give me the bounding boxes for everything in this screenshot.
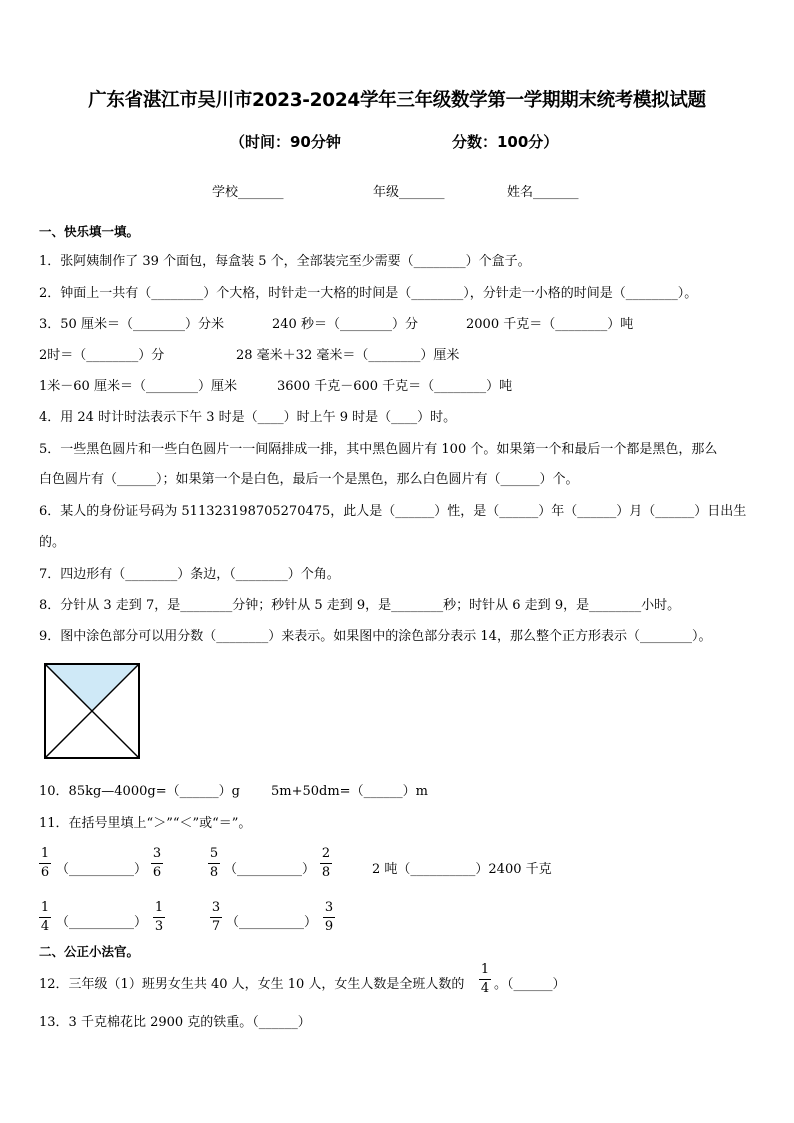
fraction-numerator: 3 [211, 900, 221, 915]
page-title: 广东省湛江市吴川市2023-2024学年三年级数学第一学期期末统考模拟试题 [88, 90, 706, 111]
exam-time: （时间：90分钟 [230, 133, 341, 151]
fraction-bar [320, 863, 332, 864]
fraction-1-3 [153, 900, 165, 935]
fraction-denominator: 6 [40, 865, 50, 880]
question-7: 7．四边形有（________）条边，（________）个角。 [39, 567, 340, 582]
question-6-line-2: 的。 [39, 535, 66, 550]
compare-blank: （__________） [226, 915, 318, 930]
question-12: 12．三年级（1）班男女生共 40 人，女生 10 人，女生人数是全班人数的 [39, 977, 465, 992]
shaded-triangle [45, 664, 139, 711]
question-11: 11．在括号里填上“＞”“＜”或“＝”。 [39, 816, 252, 831]
fraction-3-6 [151, 846, 163, 881]
compare-blank: （__________） [56, 862, 148, 877]
question-3-part-g: 3600 千克－600 千克＝（________）吨 [277, 379, 513, 394]
fraction-denominator: 3 [154, 919, 164, 934]
question-13: 13．3 千克棉花比 2900 克的铁重。（______） [39, 1015, 311, 1030]
fraction-numerator: 1 [154, 900, 164, 915]
name-field: 姓名_______ [507, 185, 579, 200]
compare-blank: （__________） [224, 862, 316, 877]
fraction-1-4 [39, 900, 51, 935]
fraction-denominator: 8 [209, 865, 219, 880]
question-3-part-c: 2000 千克＝（________）吨 [466, 317, 634, 332]
fraction-bar [479, 979, 491, 980]
fraction-3-7 [210, 900, 222, 935]
question-6-line-1: 6．某人的身份证号码为 511323198705270475，此人是（______）性，是（______）年（______）月（______）日出生 [39, 504, 747, 519]
fraction-bar [39, 917, 51, 918]
question-5-line-1: 5．一些黑色圆片和一些白色圆片一一间隔排成一排，其中黑色圆片有 100 个。如果第一个和最后一个都是黑色，那么 [39, 442, 718, 457]
fraction-bar [323, 917, 335, 918]
question-3-part-f: 1米－60 厘米＝（________）厘米 [39, 379, 237, 394]
fraction-bar [39, 863, 51, 864]
question-1: 1．张阿姨制作了 39 个面包，每盒装 5 个，全部装完至少需要（________）个盒子。 [39, 254, 531, 269]
fraction-denominator: 4 [480, 981, 490, 996]
question-12-answer: 。（______） [494, 977, 566, 992]
fraction-denominator: 9 [324, 919, 334, 934]
fraction-numerator: 2 [321, 846, 331, 861]
question-3-part-d: 2时＝（________）分 [39, 348, 165, 363]
question-10-part-b: 5m+50dm=（______）m [271, 784, 428, 799]
fraction-5-8 [208, 846, 220, 881]
question-8: 8．分针从 3 走到 7，是________分钟；秒针从 5 走到 9，是________秒；时针从 6 走到 9，是________小时。 [39, 598, 681, 613]
fraction-bar [210, 917, 222, 918]
fraction-numerator: 1 [40, 900, 50, 915]
fraction-denominator: 4 [40, 919, 50, 934]
section-heading-1: 一、快乐填一填。 [39, 224, 140, 239]
fraction-numerator: 1 [40, 846, 50, 861]
question-4: 4．用 24 时计时法表示下午 3 时是（____）时上午 9 时是（____）时。 [39, 410, 457, 425]
question-3-part-a: 3．50 厘米＝（________）分米 [39, 317, 224, 332]
compare-ton-kg: 2 吨（__________）2400 千克 [372, 862, 552, 877]
fraction-denominator: 6 [152, 865, 162, 880]
fraction-bar [153, 917, 165, 918]
question-3-part-b: 240 秒＝（________）分 [272, 317, 418, 332]
fraction-3-9 [323, 900, 335, 935]
school-field: 学校_______ [212, 185, 284, 200]
question-5-line-2: 白色圆片有（______）；如果第一个是白色，最后一个是黑色，那么白色圆片有（______）个。 [39, 472, 579, 487]
fraction-bar [151, 863, 163, 864]
fraction-numerator: 3 [324, 900, 334, 915]
fraction-1-6 [39, 846, 51, 881]
question-10-part-a: 10．85kg—4000g=（______）g [39, 784, 240, 799]
fraction-numerator: 5 [209, 846, 219, 861]
fraction-denominator: 8 [321, 865, 331, 880]
compare-blank: （__________） [56, 915, 148, 930]
question-9: 9．图中涂色部分可以用分数（________）来表示。如果图中的涂色部分表示 14，那么整个正方形表示（________）。 [39, 629, 712, 644]
question-3-part-e: 28 毫米＋32 毫米＝（________）厘米 [236, 348, 460, 363]
fraction-numerator: 1 [480, 962, 490, 977]
fraction-denominator: 7 [211, 919, 221, 934]
fraction-2-8 [320, 846, 332, 881]
question-2: 2．钟面上一共有（________）个大格，时针走一大格的时间是（________），分针走一小格的时间是（________）。 [39, 286, 698, 301]
fraction-numerator: 3 [152, 846, 162, 861]
exam-score: 分数：100分） [452, 133, 559, 151]
section-heading-2: 二、公正小法官。 [39, 944, 140, 959]
shaded-square-figure [44, 663, 140, 759]
fraction-bar [208, 863, 220, 864]
grade-field: 年级_______ [373, 185, 445, 200]
fraction-1-4-inline [479, 962, 491, 997]
